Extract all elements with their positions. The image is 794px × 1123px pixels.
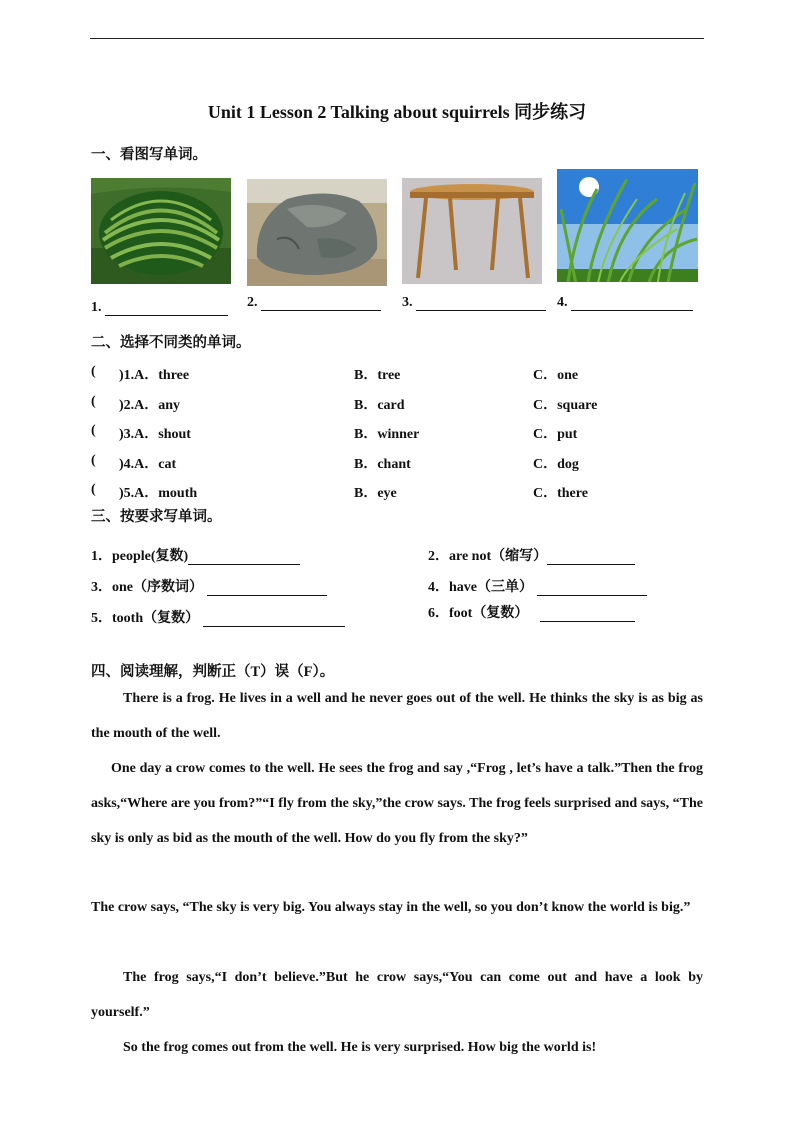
answer-paren[interactable]: ( xyxy=(91,482,96,497)
answer-paren[interactable]: ( xyxy=(91,453,96,468)
page-title: Unit 1 Lesson 2 Talking about squirrels 同步练习 xyxy=(207,102,587,122)
word-task-6[interactable] xyxy=(428,602,635,622)
word-task-5[interactable] xyxy=(91,607,345,627)
grass-sky-image xyxy=(557,169,698,290)
answer-blank-3[interactable] xyxy=(402,295,546,311)
blank-line xyxy=(547,550,635,565)
blank-line xyxy=(105,301,228,316)
word-task-2[interactable] xyxy=(428,545,635,565)
option-b: B．winner xyxy=(354,427,420,442)
task-prompt: 6．foot（复数） xyxy=(428,606,529,621)
item-number: 4. xyxy=(557,295,568,310)
reading-paragraph-5: So the frog comes out from the well. He is very surprised. How big the world is! xyxy=(123,1040,597,1055)
option-b: B．tree xyxy=(354,368,401,383)
blank-line xyxy=(261,296,381,311)
blank-line xyxy=(188,550,300,565)
section2-heading: 二、选择不同类的单词。 xyxy=(91,335,251,351)
section1-heading: 一、看图写单词。 xyxy=(91,147,207,163)
option-c: C．square xyxy=(533,398,598,413)
reading-paragraph-1: There is a frog. He lives in a well and he never goes out of the well. He thinks the sky is as big as the mouth of the well. xyxy=(91,691,703,741)
word-task-1[interactable] xyxy=(91,545,300,565)
section4-heading: 四、阅读理解，判断正（T）误（F）。 xyxy=(91,664,335,680)
option-c: C．one xyxy=(533,368,579,383)
option-c: C．there xyxy=(533,486,588,501)
blank-line xyxy=(416,296,546,311)
task-prompt: 2．are not（缩写） xyxy=(428,549,548,564)
task-prompt: 5．tooth（复数） xyxy=(91,611,200,626)
option-b: B．eye xyxy=(354,486,397,501)
answer-blank-1[interactable] xyxy=(91,300,228,316)
blank-line xyxy=(540,607,635,622)
option-a: )5.A．mouth xyxy=(119,486,198,501)
answer-blank-2[interactable] xyxy=(247,295,381,311)
item-number: 1. xyxy=(91,300,102,315)
round-table-image xyxy=(402,178,542,284)
reading-paragraph-3: The crow says, “The sky is very big. You always stay in the well, so you don’t know the world is big.” xyxy=(91,900,691,915)
option-a: )3.A．shout xyxy=(119,427,191,442)
word-task-4[interactable] xyxy=(428,576,647,596)
word-task-3[interactable] xyxy=(91,576,327,596)
blank-line xyxy=(537,581,647,596)
option-c: C．dog xyxy=(533,457,579,472)
option-b: B．card xyxy=(354,398,405,413)
task-prompt: 4．have（三单） xyxy=(428,580,533,595)
reading-paragraph-2: One day a crow comes to the well. He sees the frog and say ,“Frog , let’s have a talk.”Then the frog asks,“Where are you from?”“I fly from the sky,”the crow says. The frog feels surprised and says, “The sky is only as bid as the mouth of the well. How do you fly from the sky?” xyxy=(91,761,703,846)
answer-paren[interactable]: ( xyxy=(91,364,96,379)
item-number: 2. xyxy=(247,295,258,310)
rock-image xyxy=(247,179,387,286)
blank-line xyxy=(207,581,327,596)
section3-heading: 三、按要求写单词。 xyxy=(91,509,222,525)
option-a: )2.A．any xyxy=(119,398,181,413)
blank-line xyxy=(571,296,693,311)
item-number: 3. xyxy=(402,295,413,310)
answer-blank-4[interactable] xyxy=(557,295,693,311)
reading-paragraph-4: The frog says,“I don’t believe.”But he crow says,“You can come out and have a look by yourself.” xyxy=(91,970,703,1020)
option-a: )1.A．three xyxy=(119,368,190,383)
answer-paren[interactable]: ( xyxy=(91,423,96,438)
task-prompt: 1．people(复数) xyxy=(91,549,189,564)
option-b: B．chant xyxy=(354,457,411,472)
blank-line xyxy=(203,612,345,627)
option-a: )4.A．cat xyxy=(119,457,177,472)
header-rule xyxy=(90,38,704,39)
task-prompt: 3．one（序数词） xyxy=(91,580,203,595)
watermelon-image xyxy=(91,178,231,284)
option-c: C．put xyxy=(533,427,578,442)
answer-paren[interactable]: ( xyxy=(91,394,96,409)
